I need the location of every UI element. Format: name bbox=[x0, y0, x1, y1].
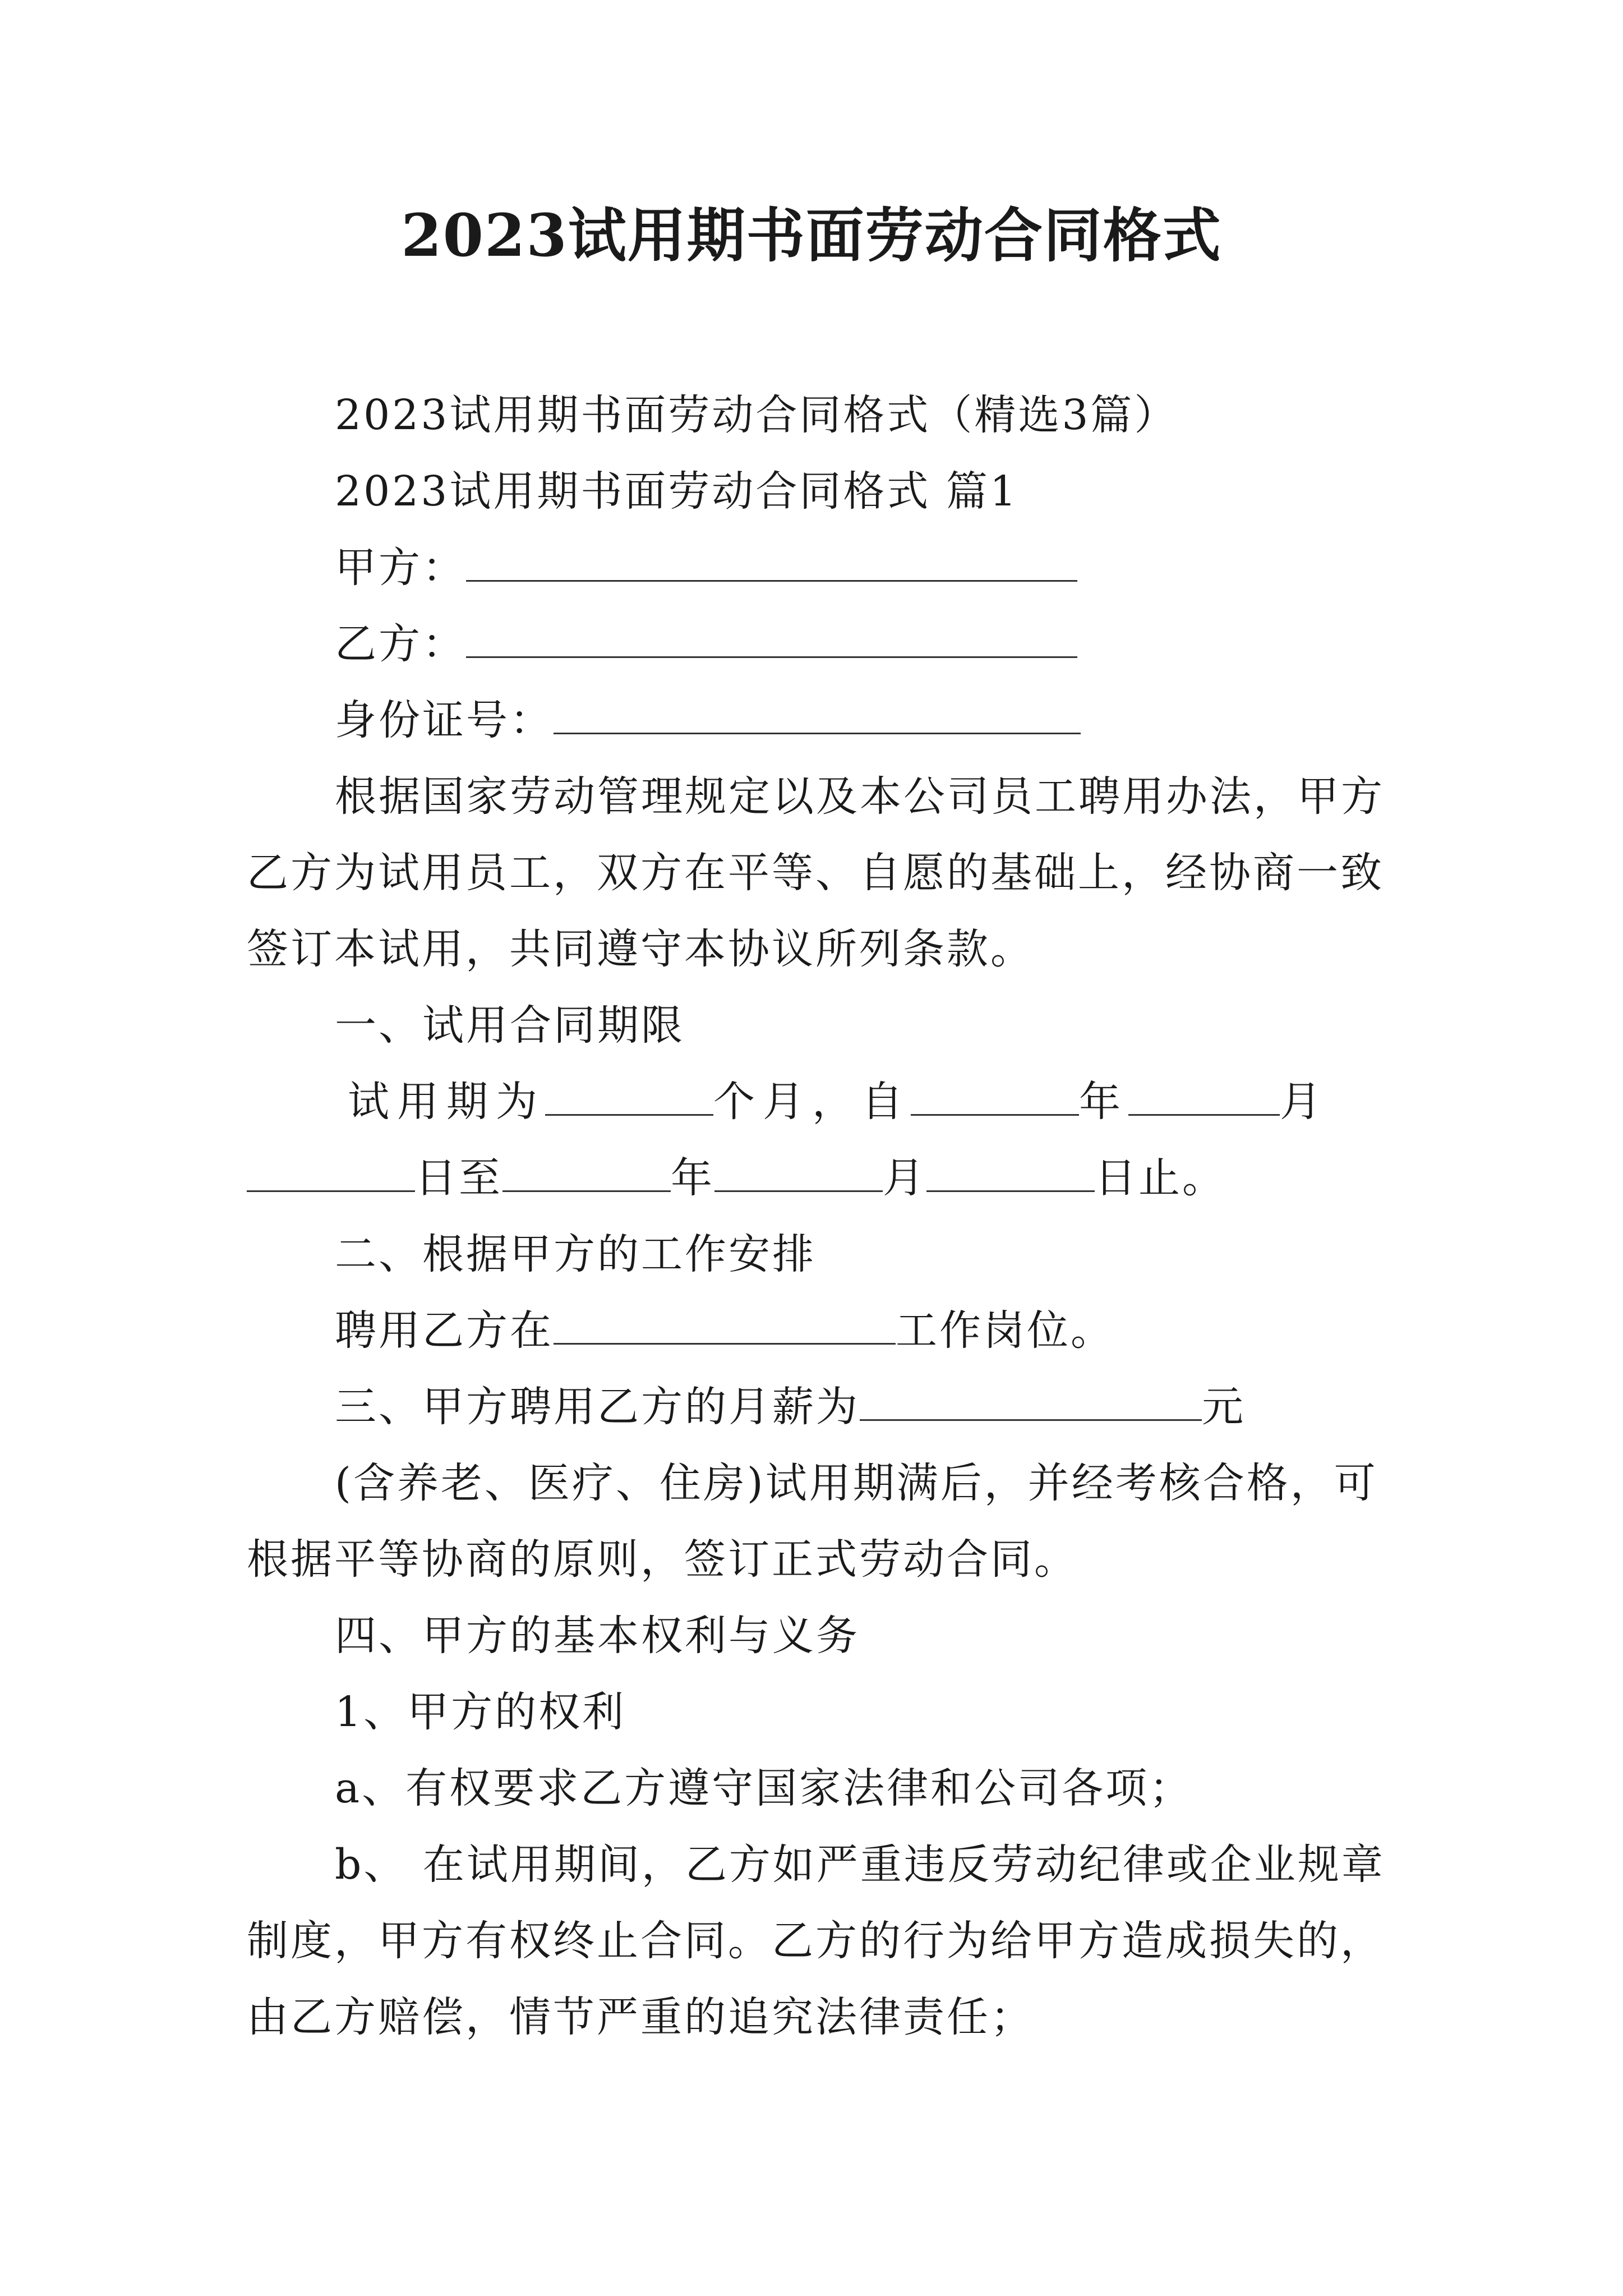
clause-1-period-line-1 bbox=[348, 1074, 1329, 1130]
clause-2-position-line bbox=[335, 1303, 1114, 1359]
clause-1-text-year: 年 bbox=[1079, 1078, 1128, 1126]
start-day-blank bbox=[247, 1151, 415, 1192]
clause-2-heading: 二、根据甲方的工作安排 bbox=[335, 1230, 816, 1278]
end-year-blank bbox=[502, 1151, 671, 1192]
start-year-blank bbox=[911, 1075, 1079, 1116]
clause-3-salary-line bbox=[335, 1379, 1246, 1435]
party-a-label: 甲方： bbox=[335, 544, 466, 592]
clause-4-heading: 四、甲方的基本权利与义务 bbox=[335, 1612, 860, 1660]
clause-2-text-employ: 聘用乙方在 bbox=[335, 1306, 554, 1355]
clause-1-heading: 一、试用合同期限 bbox=[335, 1001, 685, 1050]
position-blank bbox=[554, 1304, 896, 1345]
clause-2-text-post: 工作岗位。 bbox=[896, 1306, 1114, 1355]
id-number-label: 身份证号： bbox=[335, 696, 554, 744]
months-blank bbox=[545, 1075, 713, 1116]
intro-line-2: 乙方为试用员工，双方在平等、自愿的基础上，经协商一致 bbox=[247, 849, 1384, 897]
clause-4-item-a: a、有权要求乙方遵守国家法律和公司各项； bbox=[335, 1764, 1193, 1812]
clause-1-text-months: 个月，自 bbox=[713, 1078, 911, 1126]
clause-1-text-end-month: 月 bbox=[883, 1154, 926, 1202]
clause-3-text-salary: 三、甲方聘用乙方的月薪为 bbox=[335, 1383, 860, 1431]
intro-line-3: 签订本试用，共同遵守本协议所列条款。 bbox=[247, 925, 1034, 973]
document-title: 2023试用期书面劳动合同格式 bbox=[401, 201, 1222, 270]
end-day-blank bbox=[926, 1151, 1095, 1192]
start-month-blank bbox=[1128, 1075, 1280, 1116]
clause-1-text-trial: 试用期为 bbox=[348, 1078, 545, 1126]
clause-1-text-end-year: 年 bbox=[671, 1154, 714, 1202]
salary-blank bbox=[860, 1380, 1202, 1421]
clause-1-period-line-2 bbox=[247, 1150, 1226, 1206]
clause-3-line-3: 根据平等协商的原则，签订正式劳动合同。 bbox=[247, 1535, 1078, 1584]
clause-4-sub-1: 1、甲方的权利 bbox=[335, 1688, 626, 1736]
clause-4-item-b-line-1: b、 在试用期间，乙方如严重违反劳动纪律或企业规章 bbox=[335, 1841, 1385, 1889]
clause-3-text-yuan: 元 bbox=[1202, 1383, 1246, 1431]
party-b-label: 乙方： bbox=[335, 620, 466, 668]
party-b-field bbox=[335, 616, 1077, 672]
clause-4-item-b-line-2: 制度，甲方有权终止合同。乙方的行为给甲方造成损失的， bbox=[247, 1917, 1384, 1965]
party-a-field bbox=[335, 540, 1077, 596]
clause-4-item-b-line-3: 由乙方赔偿，情节严重的追究法律责任； bbox=[247, 1993, 1034, 2041]
id-number-field bbox=[335, 692, 1081, 748]
id-number-blank bbox=[554, 693, 1081, 734]
clause-1-text-day-to: 日至 bbox=[415, 1154, 502, 1202]
clause-1-text-month: 月 bbox=[1280, 1078, 1329, 1126]
section-heading: 2023试用期书面劳动合同格式 篇1 bbox=[335, 467, 1018, 516]
party-b-blank bbox=[466, 617, 1077, 658]
clause-3-line-2: (含养老、医疗、住房)试用期满后，并经考核合格，可 bbox=[335, 1459, 1378, 1507]
intro-line-1: 根据国家劳动管理规定以及本公司员工聘用办法，甲方 bbox=[335, 772, 1385, 821]
document-subtitle: 2023试用期书面劳动合同格式（精选3篇） bbox=[335, 391, 1178, 439]
end-month-blank bbox=[714, 1151, 883, 1192]
party-a-blank bbox=[466, 541, 1077, 582]
clause-1-text-end-day: 日止。 bbox=[1095, 1154, 1226, 1202]
